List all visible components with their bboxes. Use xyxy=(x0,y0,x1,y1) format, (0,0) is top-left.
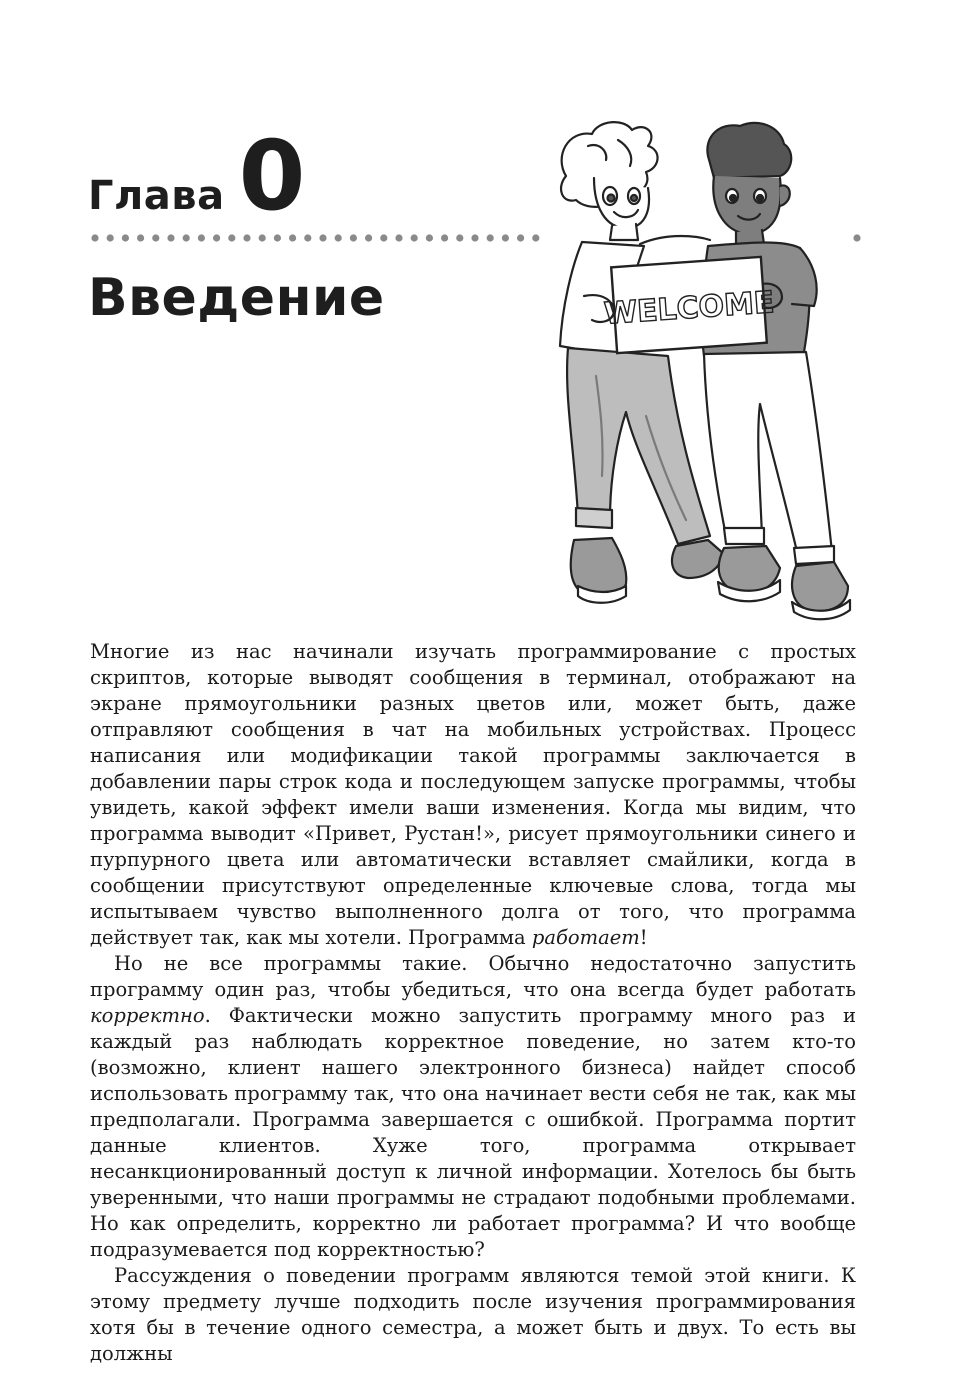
paragraph-3-text: Рассуждения о поведении программ являются темой этой книги. К этому предмету лучше подходить после изучения программирования хотя бы в течение одного семестра, а может быть и двух. То есть вы должны xyxy=(90,1264,856,1365)
paragraph-2 xyxy=(90,951,856,1263)
chapter-number: 0 xyxy=(238,120,304,232)
rule-dot xyxy=(198,234,205,241)
rule-dot xyxy=(259,234,266,241)
rule-dot xyxy=(183,234,190,241)
rule-dot xyxy=(243,234,250,241)
rule-dot xyxy=(471,234,478,241)
rule-dot xyxy=(456,234,463,241)
rule-dot xyxy=(532,234,539,241)
paragraph-1-end: ! xyxy=(639,926,648,949)
rule-dot xyxy=(380,234,387,241)
chapter-word: Глава xyxy=(88,173,225,219)
rule-dot xyxy=(350,234,357,241)
chapter-label xyxy=(88,120,304,232)
paragraph-3 xyxy=(90,1263,856,1367)
rule-dot xyxy=(502,234,509,241)
rule-dot xyxy=(411,234,418,241)
paragraph-1-text: Многие из нас начинали изучать программирование с простых скриптов, которые выводят сообщения в терминал, отображают на экране прямоугольники разных цветов или, может быть, даже отправляют сообщения в чат на мобильных устройствах. Процесс написания или модификации такой программы заключается в добавлении пары строк кода и последующем запуске программы, чтобы увидеть, какой эффект имели ваши изменения. Когда мы видим, что программа выводит «Привет, Рустан!», рисует прямоугольники синего и пурпурного цвета или автоматически вставляет смайлики, когда в сообщении присутствуют определенные ключевые слова, тогда мы испытываем чувство выполненного долга от того, что программа действует так, как мы хотели. Программа xyxy=(90,640,856,949)
rule-dot xyxy=(289,234,296,241)
rule-dot xyxy=(137,234,144,241)
rule-dot xyxy=(517,234,524,241)
paragraph-2-emphasis: корректно xyxy=(90,1004,205,1027)
rule-dot xyxy=(228,234,235,241)
dotted-rule xyxy=(90,232,546,244)
rule-dot xyxy=(167,234,174,241)
rule-dot xyxy=(213,234,220,241)
body-text xyxy=(90,639,856,1367)
rule-dot xyxy=(365,234,372,241)
left-character xyxy=(560,122,724,603)
rule-dot xyxy=(122,234,129,241)
rule-dot xyxy=(274,234,281,241)
rule-dot xyxy=(91,234,98,241)
welcome-illustration xyxy=(548,116,858,628)
rule-dot xyxy=(107,234,114,241)
rule-dot xyxy=(441,234,448,241)
rule-dot xyxy=(152,234,159,241)
paragraph-1 xyxy=(90,639,856,951)
paragraph-2-text: Но не все программы такие. Обычно недостаточно запустить программу один раз, чтобы убедиться, что она всегда будет работать xyxy=(90,952,856,1001)
rule-dot xyxy=(335,234,342,241)
rule-dot xyxy=(304,234,311,241)
rule-dot xyxy=(487,234,494,241)
right-character xyxy=(702,123,850,619)
paragraph-1-emphasis: работает xyxy=(531,926,640,949)
paragraph-2-end: . Фактически можно запустить программу много раз и каждый раз наблюдать корректное поведение, но затем кто-то (возможно, клиент нашего электронного бизнеса) найдет способ использовать программу так, что она начинает вести себя не так, как мы предполагали. Программа завершается с ошибкой. Программа портит данные клиентов. Хуже того, программа открывает несанкционированный доступ к личной информации. Хотелось бы быть уверенными, что наши программы не страдают подобными проблемами. Но как определить, корректно ли работает программа? И что вообще подразумевается под корректностью? xyxy=(90,1004,856,1261)
rule-dot xyxy=(426,234,433,241)
rule-dot xyxy=(395,234,402,241)
rule-dot xyxy=(319,234,326,241)
welcome-sign xyxy=(603,257,776,353)
chapter-title: Введение xyxy=(88,268,385,328)
sign-text: WELCOME xyxy=(602,285,776,332)
